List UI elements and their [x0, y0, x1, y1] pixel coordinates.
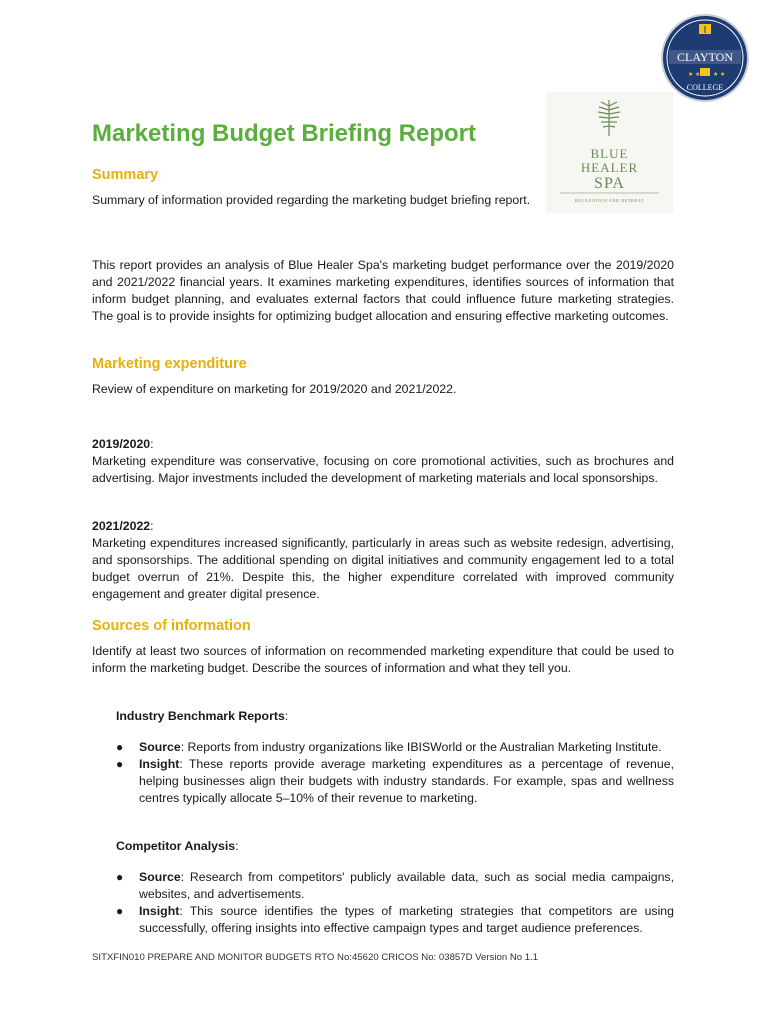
bullet-icon: ●: [116, 740, 124, 754]
source-title-competitor: Competitor Analysis:: [116, 839, 239, 853]
page-footer: SITXFIN010 PREPARE AND MONITOR BUDGETS RTO No:45620 CRICOS No: 03857D Version No 1.1: [92, 952, 539, 963]
benchmark-bullets: [116, 739, 674, 807]
year-text: Marketing expenditure was conservative, focusing on core promotional activities, such as brochures and advertising. Major investments included the development of marketing materials and local sponsorships.: [92, 454, 674, 485]
year-text: Marketing expenditures increased significantly, particularly in areas such as website redesign, advertising, and sponsorships. The additional spending on digital initiatives and community engagement led to a total budget overrun of 21%. Despite this, the higher expenditure correlated with improved community engagement and greater digital presence.: [92, 536, 674, 601]
clayton-college-logo: [657, 14, 753, 102]
spa-name-line3: SPA: [594, 175, 625, 192]
year-block-2019: 2019/2020: Marketing expenditure was conservative, focusing on core promotional activities, such as brochures and advertising. Major investments included the development of marketing materials and local sponsorships.: [92, 437, 674, 485]
spa-name-line1: BLUE: [590, 146, 629, 161]
bullet-icon: ●: [116, 904, 124, 918]
list-item: ● Insight: This source identifies the types of marketing strategies that competitors are using successfully, offering insights into effective campaign types and target audience preferences.: [116, 904, 674, 935]
list-item: ● Source: Research from competitors' publicly available data, such as social media campaigns, websites, and advertisements.: [116, 870, 674, 901]
college-sub-text: COLLEGE: [686, 83, 724, 92]
list-item: ● Insight: These reports provide average marketing expenditures as a percentage of revenue, helping businesses align their budgets with industry standards. For example, spas and wellness centres typically allocate 5–10% of their revenue to marketing.: [116, 757, 674, 805]
page-title: Marketing Budget Briefing Report: [92, 120, 477, 147]
summary-heading: Summary: [92, 167, 159, 183]
svg-text:★ ★: ★ ★: [713, 72, 726, 78]
list-item: ● Source: Reports from industry organizations like IBISWorld or the Australian Marketing Institute.: [116, 740, 662, 754]
svg-text:★ ★: ★ ★: [688, 72, 701, 78]
year-label: 2019/2020: [92, 437, 151, 451]
summary-body: This report provides an analysis of Blue Healer Spa's marketing budget performance over the 2019/2020 and 2021/2022 financial years. It examines marketing expenditures, identifies sources of information that inform budget planning, and evaluates external factors that could influence future marketing strategies. The goal is to provide insights for optimizing budget allocation and ensuring effective marketing outcomes.: [92, 258, 674, 323]
expenditure-heading: Marketing expenditure: [92, 356, 247, 372]
spa-name-line2: HEALER: [580, 160, 639, 175]
bullet-icon: ●: [116, 870, 124, 884]
year-label: 2021/2022: [92, 519, 151, 533]
summary-intro: Summary of information provided regarding the marketing budget briefing report.: [92, 193, 531, 207]
sources-intro: Identify at least two sources of information on recommended marketing expenditure that could be used to inform the marketing budget. Describe the sources of information and what they tell you.: [92, 644, 674, 675]
blue-healer-spa-logo: [546, 92, 673, 213]
spa-tagline: RELAXATION AND RETREAT: [574, 198, 645, 203]
college-name-text: CLAYTON: [676, 50, 734, 64]
source-title-benchmark: Industry Benchmark Reports:: [116, 709, 289, 723]
expenditure-intro: Review of expenditure on marketing for 2019/2020 and 2021/2022.: [92, 382, 457, 396]
competitor-bullets: [116, 869, 674, 937]
bullet-icon: ●: [116, 757, 124, 771]
year-block-2021: 2021/2022: Marketing expenditures increased significantly, particularly in areas such as website redesign, advertising, and sponsorships. The additional spending on digital initiatives and community engagement led to a total budget overrun of 21%. Despite this, the higher expenditure correlated with improved community engagement and greater digital presence.: [92, 519, 674, 601]
sources-heading: Sources of information: [92, 618, 251, 634]
